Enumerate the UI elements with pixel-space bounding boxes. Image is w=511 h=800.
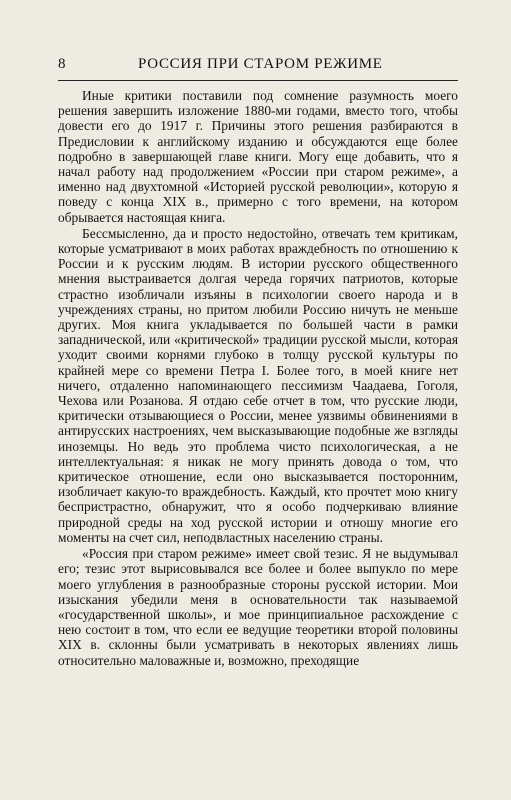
running-head — [58, 56, 458, 78]
paragraph-2: Бессмысленно, да и просто недостойно, отвечать тем критикам, которые усматривают в моих работах враждебность по отношению к России и к русским людям. В истории русского общественного мнения выстраивается долгая череда горячих патриотов, которые страстно изобличали изъяны в психологии своего народа и в учреждениях страны, но притом любили Россию ничуть не меньше других. Моя книга укладывается по большей части в рамки западнической, или «критической» традиции русской мысли, которая уходит своими корнями глубоко в толщу русской культуры по крайней мере со времени Петра I. Более того, в моей книге нет ничего, отдаленно напоминающего пессимизм Чаадаева, Гоголя, Чехова или Розанова. Я отдаю себе отчет в том, что русские люди, критически отзывающиеся о России, менее уязвимы обвинениями в антирусских настроениях, чем высказывающие подобные же взгляды иноземцы. Но ведь это проблема чисто психологическая, а не интеллектуальная: я никак не могу принять довода о том, что критическое отношение, если оно высказывается посторонним, изобличает какую-то враждебность. Каждый, кто прочтет мою книгу беспристрастно, обнаружит, что я особо подчеркиваю влияние природной среды на ход русской истории и отношу многие его моменты на счет сил, неподвластных населению страны. — [58, 225, 458, 545]
header-rule — [58, 80, 458, 81]
paragraph-1: Иные критики поставили под сомнение разумность моего решения завершить изложение 1880-ми годами, вместо того, чтобы довести его до 1917 г. Причины этого решения разбираются в Предисловии к английскому изданию и обсуждаются еще более подробно в завершающей главе книги. Могу еще добавить, что я начал работу над продолжением «России при старом режиме», а именно над двухтомной «Историей русской революции», которую я поведу с конца XIX в., примерно с того времени, на котором обрывается настоящая книга. — [58, 88, 458, 225]
paragraph-3: «Россия при старом режиме» имеет свой тезис. Я не выдумывал его; тезис этот вырисовывался все более и более выпукло по мере моего углубления в разнообразные стороны русской истории. Мои изыскания убедили меня в основательности так называемой «государственной школы», и мое принципиальное расхождение с нею состоит в том, что если ее ведущие теоретики второй половины XIX в. склонны были усматривать в некоторых явлениях лишь относительно маловажные и, возможно, преходящие — [58, 546, 458, 668]
running-title: РОССИЯ ПРИ СТАРОМ РЕЖИМЕ — [138, 56, 383, 72]
body-text — [58, 88, 458, 669]
page-number: 8 — [58, 56, 66, 72]
